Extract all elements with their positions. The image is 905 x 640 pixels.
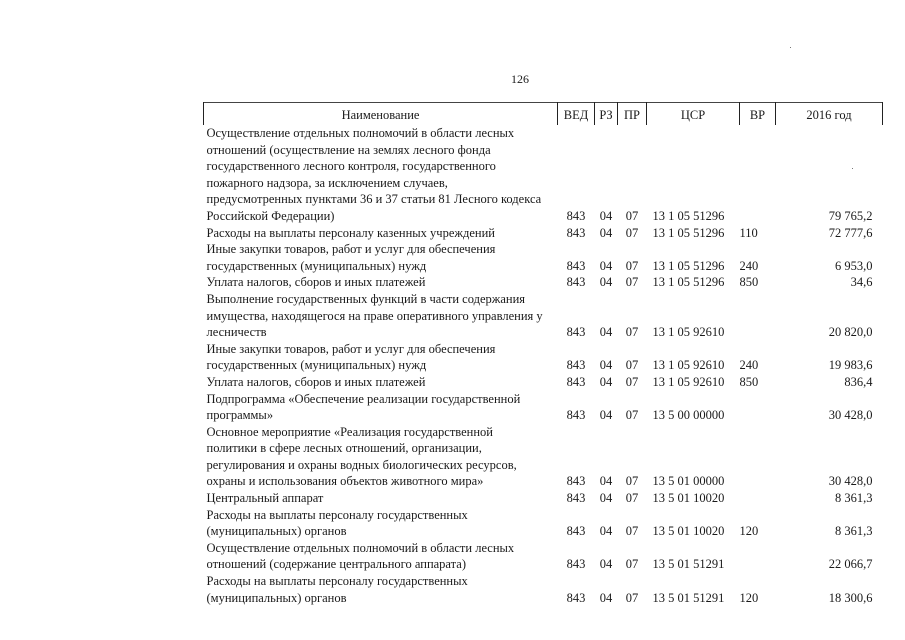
header-name: Наименование <box>204 102 558 125</box>
table-row <box>204 225 883 242</box>
row-name-text: Осуществление отдельных полномочий в области лесных отношений (содержание центрального аппарата) <box>206 540 515 572</box>
row-rz: 04 <box>599 325 613 340</box>
row-sum: 72 777,6 <box>828 225 873 240</box>
row-sum: 836,4 <box>844 374 873 389</box>
row-pr: 07 <box>625 275 639 290</box>
row-rz: 04 <box>599 557 613 572</box>
row-vr <box>740 490 776 507</box>
row-ved: 843 <box>566 358 586 373</box>
row-pr: 07 <box>625 590 639 605</box>
row-name <box>204 507 558 540</box>
page-number: 126 <box>511 72 529 86</box>
row-sum: 8 361,3 <box>835 491 873 506</box>
row-sum: 19 983,6 <box>828 358 873 373</box>
table-row <box>204 540 883 573</box>
row-name <box>204 424 558 490</box>
row-pr: 07 <box>625 491 639 506</box>
row-csr: 13 5 01 51291 <box>652 590 725 605</box>
row-csr: 13 1 05 92610 <box>652 358 725 373</box>
row-name-text: Расходы на выплаты персоналу казенных учреждений <box>206 225 495 240</box>
row-ved: 843 <box>566 557 586 572</box>
row-name <box>204 225 558 242</box>
row-vr <box>740 540 776 573</box>
row-vr: 120 <box>739 524 759 539</box>
row-csr: 13 1 05 92610 <box>652 325 725 340</box>
row-sum: 22 066,7 <box>828 557 873 572</box>
row-vr: 120 <box>739 590 759 605</box>
row-csr: 13 5 00 00000 <box>652 408 725 423</box>
row-vr: 110 <box>739 225 758 240</box>
table-row <box>204 490 883 507</box>
row-csr: 13 5 01 10020 <box>652 491 725 506</box>
row-rz: 04 <box>599 208 613 223</box>
row-csr: 13 1 05 51296 <box>652 258 725 273</box>
table-row <box>204 573 883 606</box>
row-name <box>204 274 558 291</box>
header-rz: РЗ <box>595 102 618 125</box>
scan-speck <box>790 47 791 48</box>
row-name <box>204 125 558 225</box>
row-name-text: Подпрограмма «Обеспечение реализации государственной программы» <box>206 391 521 423</box>
row-name <box>204 341 558 374</box>
row-csr: 13 1 05 92610 <box>652 374 725 389</box>
header-csr: ЦСР <box>647 102 740 125</box>
row-rz: 04 <box>599 474 613 489</box>
row-name <box>204 241 558 274</box>
row-name-text: Иные закупки товаров, работ и услуг для обеспечения государственных (муниципальных) нужд <box>206 242 496 273</box>
row-sum: 18 300,6 <box>828 590 873 605</box>
row-name <box>204 573 558 606</box>
row-sum: 20 820,0 <box>828 325 873 340</box>
header-vr: ВР <box>740 102 776 125</box>
row-csr: 13 1 05 51296 <box>652 275 725 290</box>
row-name <box>204 490 558 507</box>
row-ved: 843 <box>566 491 586 506</box>
row-rz: 04 <box>599 491 613 506</box>
row-vr: 240 <box>739 258 759 273</box>
header-ved: ВЕД <box>558 102 595 125</box>
row-csr: 13 1 05 51296 <box>652 208 725 223</box>
table-row <box>204 291 883 341</box>
budget-table <box>203 102 883 606</box>
row-vr: 850 <box>739 374 759 389</box>
row-csr: 13 5 01 51291 <box>652 557 725 572</box>
row-name-text: Иные закупки товаров, работ и услуг для обеспечения государственных (муниципальных) нужд <box>206 341 496 373</box>
row-pr: 07 <box>625 258 639 273</box>
header-pr: ПР <box>618 102 647 125</box>
row-vr <box>740 291 776 341</box>
row-vr: 240 <box>739 358 759 373</box>
row-pr: 07 <box>625 208 639 223</box>
row-rz: 04 <box>599 524 613 539</box>
row-name <box>204 391 558 424</box>
row-pr: 07 <box>625 474 639 489</box>
row-name-text: Выполнение государственных функций в части содержания имущества, находящегося на праве оперативного управления у лесничеств <box>206 291 543 340</box>
table-row <box>204 341 883 374</box>
row-ved: 843 <box>566 325 586 340</box>
row-pr: 07 <box>625 325 639 340</box>
row-sum: 6 953,0 <box>835 258 873 273</box>
row-name-text: Осуществление отдельных полномочий в области лесных отношений (осуществление на землях лесного фонда государственного лесного контроля, государственного пожарного надзора, за исключением случаев, предусмотренных пунктами 36 и 37 статьи 81 Лесного кодекса Российской Федерации) <box>206 126 542 223</box>
table-body <box>204 125 883 606</box>
row-ved: 843 <box>566 258 586 273</box>
row-sum: 30 428,0 <box>828 408 873 423</box>
row-name-text: Основное мероприятие «Реализация государственной политики в сфере лесных отношений, организации, регулирования и охраны водных биологических ресурсов, охраны и использования объектов животного мира» <box>206 424 517 489</box>
row-sum: 30 428,0 <box>828 474 873 489</box>
table-row <box>204 424 883 490</box>
row-csr: 13 5 01 10020 <box>652 524 725 539</box>
row-ved: 843 <box>566 590 586 605</box>
row-rz: 04 <box>599 408 613 423</box>
row-ved: 843 <box>566 474 586 489</box>
table-row <box>204 391 883 424</box>
row-pr: 07 <box>625 358 639 373</box>
row-rz: 04 <box>599 275 613 290</box>
row-ved: 843 <box>566 275 586 290</box>
row-vr: 850 <box>739 275 759 290</box>
row-rz: 04 <box>599 590 613 605</box>
header-year: 2016 год <box>776 102 883 125</box>
row-rz: 04 <box>599 374 613 389</box>
row-name-text: Центральный аппарат <box>206 491 324 506</box>
row-name-text: Расходы на выплаты персоналу государственных (муниципальных) органов <box>206 507 468 539</box>
row-name <box>204 291 558 341</box>
row-rz: 04 <box>599 358 613 373</box>
table-row <box>204 274 883 291</box>
row-pr: 07 <box>625 374 639 389</box>
row-ved: 843 <box>566 225 586 240</box>
table-row <box>204 125 883 225</box>
row-pr: 07 <box>625 408 639 423</box>
row-vr <box>740 125 776 225</box>
row-pr: 07 <box>625 524 639 539</box>
row-ved: 843 <box>566 208 586 223</box>
row-name-text: Расходы на выплаты персоналу государственных (муниципальных) органов <box>206 574 468 605</box>
row-sum: 8 361,3 <box>835 524 873 539</box>
row-name-text: Уплата налогов, сборов и иных платежей <box>206 374 426 389</box>
row-vr <box>740 424 776 490</box>
row-ved: 843 <box>566 374 586 389</box>
table-header <box>204 102 883 125</box>
row-ved: 843 <box>566 524 586 539</box>
table-row <box>204 241 883 274</box>
row-pr: 07 <box>625 557 639 572</box>
table-row <box>204 507 883 540</box>
row-sum: 79 765,2 <box>828 208 873 223</box>
row-ved: 843 <box>566 408 586 423</box>
table-row <box>204 374 883 391</box>
row-vr <box>740 391 776 424</box>
row-name <box>204 540 558 573</box>
row-pr: 07 <box>625 225 639 240</box>
row-name-text: Уплата налогов, сборов и иных платежей <box>206 275 426 290</box>
row-rz: 04 <box>599 258 613 273</box>
row-name <box>204 374 558 391</box>
row-csr: 13 5 01 00000 <box>652 474 725 489</box>
row-csr: 13 1 05 51296 <box>652 225 725 240</box>
row-rz: 04 <box>599 225 613 240</box>
row-sum: 34,6 <box>850 275 873 290</box>
